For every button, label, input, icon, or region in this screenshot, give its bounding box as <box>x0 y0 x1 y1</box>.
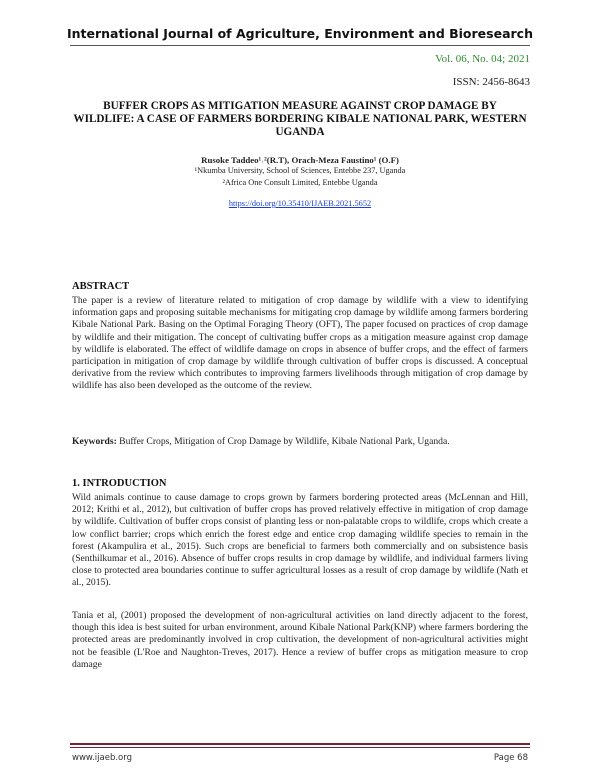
introduction-paragraph-2: Tania et al, (2001) proposed the development of non-agricultural activities on land directly adjacent to the forest, though this idea is best suited for urban environment, around Kibale National Park(KNP) where farmers bordering the protected areas are predominantly involved in crop cultivation, the development of non-agricultural activities might not be feasible (L'Roe and Naughton-Treves, 2017). Hence a review of buffer crops as mitigation measure to crop damage <box>72 610 528 670</box>
doi-link[interactable]: https://doi.org/10.35410/IJAEB.2021.5652 <box>228 199 372 208</box>
footer-website[interactable]: www.ijaeb.org <box>72 753 132 763</box>
keywords-label: Keywords: <box>72 436 117 447</box>
affiliation-1: ¹Nkumba University, School of Sciences, Entebbe 237, Uganda <box>194 166 406 175</box>
keywords-text: Buffer Crops, Mitigation of Crop Damage by Wildlife, Kibale National Park, Uganda. <box>116 436 450 447</box>
header-rule <box>70 45 530 46</box>
affiliation-2: ²Africa One Consult Limited, Entebbe Uganda <box>222 178 378 187</box>
issn: ISSN: 2456-8643 <box>452 76 530 88</box>
introduction-paragraph-1: Wild animals continue to cause damage to crops grown by farmers bordering protected areas (McLennan and Hill, 2012; Krithi et al., 2012), but cultivation of buffer crops has proved relatively effective in mitigation of crop damage by wildlife. Cultivation of buffer crops consist of planting less or non-palatable crops to wildlife, crops which create a low conflict barrier; crops which enrich the forest edge and entice crop damaging wildlife species to remain in the forest (Akampulira et al., 2015). Such crops are beneficial to farmers both commercially and on subsistence basis (Senthilkumar et al., 2016). Absence of buffer crops results in crop damage by wildlife, and individual farmers living close to protected area boundaries continue to suffer agricultural losses as a result of crop damage by wildlife (Nath et al., 2015). <box>72 492 528 589</box>
introduction-heading: 1. INTRODUCTION <box>72 478 167 489</box>
footer-page-number: Page 68 <box>493 753 528 763</box>
footer-rule-thick <box>70 743 530 745</box>
journal-title: International Journal of Agriculture, Environment and Bioresearch <box>66 26 533 41</box>
authors: Rusoke Taddeo¹˒²(R.T), Orach-Meza Faustino¹ (O.F) <box>201 155 399 165</box>
footer-rule-thin <box>70 747 530 748</box>
keywords <box>72 436 528 448</box>
abstract-heading: ABSTRACT <box>72 281 130 292</box>
volume-info: Vol. 06, No. 04; 2021 <box>435 53 530 65</box>
abstract-text: The paper is a review of literature related to mitigation of crop damage by wildlife with a view to identifying information gaps and proposing suitable mechanisms for mitigating crop damage by wildlife among farmers bordering Kibale National Park. Basing on the Optimal Foraging Theory (OFT), The paper focused on practices of crop damage by wildlife and their mitigation. The concept of cultivating buffer crops as a mitigation measure against crop damage by wildlife is elaborated. The effect of wildlife damage on crops in absence of buffer crops, and the effect of farmers participation in mitigation of crop damage by wildlife through cultivation of buffer crops is discussed. A conceptual derivative from the review which contributes to improving farmers livelihoods through mitigation of crop damage by wildlife has also been developed as the outcome of the review. <box>72 295 528 392</box>
paper-title: BUFFER CROPS AS MITIGATION MEASURE AGAINST CROP DAMAGE BY WILDLIFE: A CASE OF FARMERS BORDERING KIBALE NATIONAL PARK, WESTERN UGANDA <box>73 100 527 138</box>
